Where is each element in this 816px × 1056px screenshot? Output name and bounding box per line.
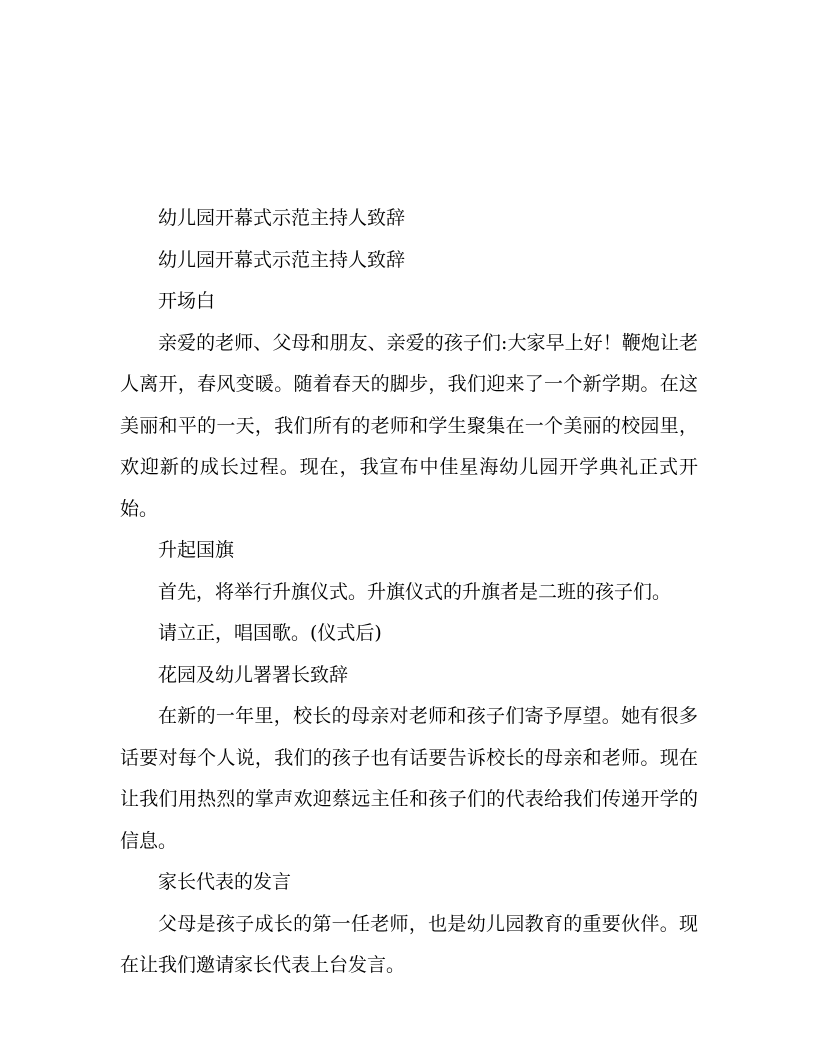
paragraph-director-speech: 在新的一年里，校长的母亲对老师和孩子们寄予厚望。她有很多话要对每个人说，我们的孩子也有话要告诉校长的母亲和老师。现在让我们用热烈的掌声欢迎蔡远主任和孩子们的代表给我们传递开学的信息。 bbox=[120, 705, 698, 852]
paragraph-parent-speech: 父母是孩子成长的第一任老师，也是幼儿园教育的重要伙伴。现在让我们邀请家长代表上台发言。 bbox=[120, 912, 698, 976]
paragraph-opening-speech: 亲爱的老师、父母和朋友、亲爱的孩子们:大家早上好！鞭炮让老人离开，春风变暖。随着春天的脚步，我们迎来了一个新学期。在这美丽和平的一天，我们所有的老师和学生聚集在一个美丽的校园里，欢迎新的成长过程。现在，我宣布中佳星海幼儿园开学典礼正式开始。 bbox=[120, 331, 698, 520]
section-heading-opening: 开场白 bbox=[158, 290, 216, 312]
section-heading-parent-speech: 家长代表的发言 bbox=[158, 871, 292, 893]
document-body bbox=[120, 198, 698, 987]
document-subtitle: 幼儿园开幕式示范主持人致辞 bbox=[158, 248, 406, 271]
paragraph-anthem: 请立正，唱国歌。(仪式后) bbox=[158, 622, 382, 644]
section-heading-director-speech: 花园及幼儿署署长致辞 bbox=[158, 663, 349, 686]
paragraph-flag-ceremony: 首先，将举行升旗仪式。升旗仪式的升旗者是二班的孩子们。 bbox=[158, 580, 672, 603]
document-title: 幼儿园开幕式示范主持人致辞 bbox=[158, 207, 406, 229]
section-heading-flag-raising: 升起国旗 bbox=[158, 539, 235, 561]
